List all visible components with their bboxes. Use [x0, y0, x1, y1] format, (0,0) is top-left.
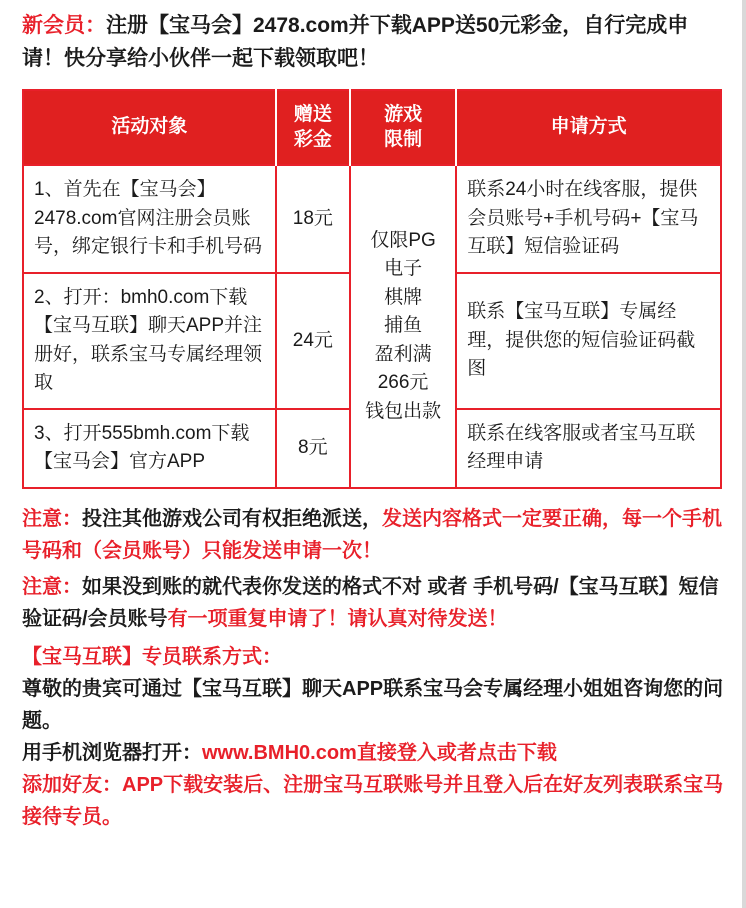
note-two-label: 注意： [22, 575, 82, 598]
intro-colon: ： [85, 14, 106, 37]
note-one-label: 注意： [22, 507, 82, 530]
note-one [22, 503, 724, 567]
header-line: 游戏 [384, 104, 423, 126]
limit-line: 266元 [377, 372, 429, 394]
intro-text: 注册【宝马会】2478.com并下载APP送50元彩金，自行完成申请！快分享给小伙伴一起下载领取吧！ [22, 14, 689, 70]
cell-apply: 联系24小时在线客服，提供会员账号+手机号码+【宝马互联】短信验证码 [456, 165, 721, 273]
limit-line: 仅限PG [370, 229, 436, 251]
limit-line: 钱包出款 [365, 400, 442, 422]
notes-section [22, 503, 724, 833]
note-two [22, 571, 724, 635]
header-line: 活动对象 [111, 116, 188, 138]
cell-amount: 24元 [276, 273, 350, 409]
header-line: 申请方式 [550, 116, 627, 138]
header-line: 限制 [384, 128, 423, 150]
cell-game-limit [350, 165, 456, 488]
table-row [23, 165, 721, 273]
contact-heading: 【宝马互联】专员联系方式： [22, 645, 282, 668]
header-activity-object [23, 90, 276, 165]
cell-amount: 18元 [276, 165, 350, 273]
contact-line-one: 尊敬的贵宾可通过【宝马互联】聊天APP联系宝马会专属经理小姐姐咨询您的问题。 [22, 677, 724, 732]
promo-table [22, 89, 722, 489]
note-two-red: 有一项重复申请了！请认真对待发送！ [167, 607, 508, 630]
cell-object: 3、打开555bmh.com下载【宝马会】官方APP [23, 409, 276, 488]
intro-label: 新会员 [22, 14, 85, 37]
header-game-limit [350, 90, 456, 165]
contact-line-two [22, 737, 724, 769]
add-friend-label: 添加好友： [22, 773, 122, 796]
note-one-red: 发送内容格式一定要正确，每一个手机号码和（会员账号）只能发送申请一次！ [22, 507, 722, 562]
table-header-row [23, 90, 721, 165]
add-friend-text: APP下载安装后、注册宝马互联账号并且登入后在好友列表联系宝马接待专员。 [22, 773, 724, 828]
cell-object: 2、打开：bmh0.com下载【宝马互联】聊天APP并注册好，联系宝马专属经理领取 [23, 273, 276, 409]
cell-object: 1、首先在【宝马会】2478.com官网注册会员账号，绑定银行卡和手机号码 [23, 165, 276, 273]
limit-line: 盈利满 [374, 343, 432, 365]
cell-apply: 联系【宝马互联】专属经理，提供您的短信验证码截图 [456, 273, 721, 409]
header-line: 彩金 [293, 128, 332, 150]
limit-line: 电子 [384, 258, 423, 280]
limit-line: 棋牌 [384, 286, 423, 308]
note-two-dark: 如果没到账的就代表你发送的格式不对 或者 手机号码/【宝马互联】短信验证码/会员账号 [22, 575, 719, 630]
header-apply-method [456, 90, 721, 165]
cell-apply: 联系在线客服或者宝马互联经理申请 [456, 409, 721, 488]
contact-line-three [22, 769, 724, 833]
note-one-dark: 投注其他游戏公司有权拒绝派送， [82, 507, 382, 530]
intro-paragraph [22, 10, 724, 75]
limit-line: 捕鱼 [384, 315, 423, 337]
header-line: 赠送 [293, 104, 332, 126]
contact-line-two-dark: 用手机浏览器打开： [22, 741, 202, 764]
cell-amount: 8元 [276, 409, 350, 488]
contact-download-link[interactable]: www.BMH0.com直接登入或者点击下载 [202, 741, 557, 764]
header-bonus-amount [276, 90, 350, 165]
scrollbar-track[interactable] [742, 0, 746, 908]
